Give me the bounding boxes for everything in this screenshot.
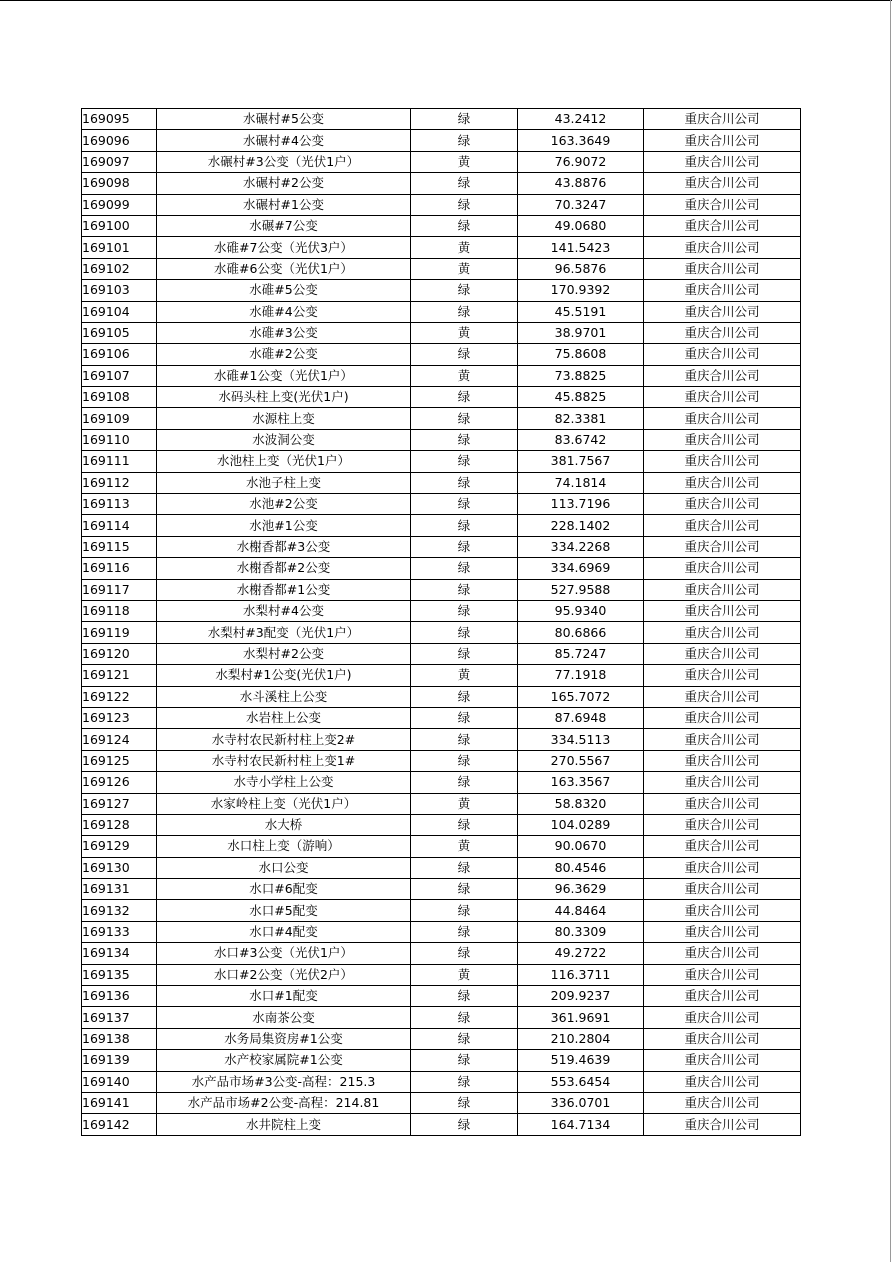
cell-value: 165.7072 [518, 686, 644, 707]
page-right-border [890, 0, 891, 1262]
table-row [82, 729, 801, 750]
cell-value: 116.3711 [518, 964, 644, 985]
cell-value: 553.6454 [518, 1071, 644, 1092]
cell-level: 黄 [411, 151, 518, 172]
cell-value: 70.3247 [518, 194, 644, 215]
cell-company: 重庆合川公司 [644, 622, 801, 643]
cell-name: 水梨村#2公变 [157, 643, 411, 664]
cell-value: 45.8825 [518, 387, 644, 408]
cell-company: 重庆合川公司 [644, 344, 801, 365]
cell-name: 水口柱上变（游响） [157, 836, 411, 857]
cell-value: 73.8825 [518, 365, 644, 386]
cell-company: 重庆合川公司 [644, 643, 801, 664]
cell-name: 水碓#7公变（光伏3户） [157, 237, 411, 258]
table-row [82, 793, 801, 814]
cell-company: 重庆合川公司 [644, 451, 801, 472]
cell-level: 黄 [411, 237, 518, 258]
cell-value: 58.8320 [518, 793, 644, 814]
table-row [82, 408, 801, 429]
table-row [82, 109, 801, 130]
table-row [82, 964, 801, 985]
table-row [82, 1050, 801, 1071]
cell-id: 169102 [82, 258, 157, 279]
cell-value: 80.4546 [518, 857, 644, 878]
cell-name: 水口#2公变（光伏2户） [157, 964, 411, 985]
cell-name: 水榭香都#1公变 [157, 579, 411, 600]
cell-id: 169132 [82, 900, 157, 921]
cell-company: 重庆合川公司 [644, 772, 801, 793]
table-row [82, 707, 801, 728]
cell-id: 169103 [82, 280, 157, 301]
cell-value: 43.2412 [518, 109, 644, 130]
page-top-border [0, 0, 892, 1]
cell-id: 169114 [82, 515, 157, 536]
cell-id: 169141 [82, 1092, 157, 1113]
cell-company: 重庆合川公司 [644, 686, 801, 707]
cell-level: 绿 [411, 879, 518, 900]
cell-id: 169130 [82, 857, 157, 878]
table-row [82, 1028, 801, 1049]
cell-id: 169098 [82, 173, 157, 194]
cell-value: 82.3381 [518, 408, 644, 429]
cell-value: 104.0289 [518, 814, 644, 835]
table-row [82, 814, 801, 835]
cell-id: 169104 [82, 301, 157, 322]
table-row [82, 536, 801, 557]
cell-name: 水池子柱上变 [157, 472, 411, 493]
cell-id: 169129 [82, 836, 157, 857]
cell-value: 381.7567 [518, 451, 644, 472]
cell-id: 169096 [82, 130, 157, 151]
cell-level: 绿 [411, 515, 518, 536]
cell-value: 141.5423 [518, 237, 644, 258]
cell-level: 绿 [411, 857, 518, 878]
cell-id: 169119 [82, 622, 157, 643]
cell-value: 49.2722 [518, 943, 644, 964]
cell-company: 重庆合川公司 [644, 986, 801, 1007]
cell-id: 169139 [82, 1050, 157, 1071]
cell-id: 169133 [82, 921, 157, 942]
cell-id: 169134 [82, 943, 157, 964]
cell-level: 绿 [411, 622, 518, 643]
cell-level: 绿 [411, 772, 518, 793]
cell-level: 黄 [411, 793, 518, 814]
cell-level: 绿 [411, 1028, 518, 1049]
cell-name: 水榭香都#2公变 [157, 558, 411, 579]
cell-level: 绿 [411, 600, 518, 621]
cell-company: 重庆合川公司 [644, 836, 801, 857]
table-row [82, 344, 801, 365]
cell-id: 169115 [82, 536, 157, 557]
cell-value: 76.9072 [518, 151, 644, 172]
cell-company: 重庆合川公司 [644, 1050, 801, 1071]
cell-id: 169113 [82, 494, 157, 515]
cell-name: 水碾村#4公变 [157, 130, 411, 151]
cell-id: 169128 [82, 814, 157, 835]
cell-id: 169101 [82, 237, 157, 258]
cell-company: 重庆合川公司 [644, 921, 801, 942]
cell-value: 170.9392 [518, 280, 644, 301]
table-row [82, 686, 801, 707]
cell-name: 水寺村农民新村柱上变2# [157, 729, 411, 750]
cell-name: 水源柱上变 [157, 408, 411, 429]
cell-level: 绿 [411, 280, 518, 301]
cell-company: 重庆合川公司 [644, 814, 801, 835]
cell-name: 水家岭柱上变（光伏1户） [157, 793, 411, 814]
table-row [82, 429, 801, 450]
table-row [82, 665, 801, 686]
cell-company: 重庆合川公司 [644, 536, 801, 557]
cell-level: 绿 [411, 344, 518, 365]
table-row [82, 750, 801, 771]
cell-company: 重庆合川公司 [644, 879, 801, 900]
cell-level: 绿 [411, 173, 518, 194]
cell-value: 113.7196 [518, 494, 644, 515]
cell-name: 水梨村#3配变（光伏1户） [157, 622, 411, 643]
cell-level: 绿 [411, 1092, 518, 1113]
cell-level: 黄 [411, 365, 518, 386]
cell-name: 水口#4配变 [157, 921, 411, 942]
cell-id: 169095 [82, 109, 157, 130]
table-row [82, 772, 801, 793]
cell-level: 绿 [411, 130, 518, 151]
cell-company: 重庆合川公司 [644, 408, 801, 429]
cell-value: 519.4639 [518, 1050, 644, 1071]
cell-company: 重庆合川公司 [644, 964, 801, 985]
cell-id: 169126 [82, 772, 157, 793]
cell-id: 169116 [82, 558, 157, 579]
cell-value: 210.2804 [518, 1028, 644, 1049]
table-row [82, 558, 801, 579]
cell-company: 重庆合川公司 [644, 579, 801, 600]
cell-name: 水寺小学柱上公变 [157, 772, 411, 793]
cell-id: 169122 [82, 686, 157, 707]
cell-id: 169099 [82, 194, 157, 215]
cell-level: 黄 [411, 258, 518, 279]
cell-level: 黄 [411, 836, 518, 857]
cell-company: 重庆合川公司 [644, 280, 801, 301]
cell-level: 绿 [411, 387, 518, 408]
cell-level: 绿 [411, 194, 518, 215]
cell-level: 绿 [411, 451, 518, 472]
cell-company: 重庆合川公司 [644, 857, 801, 878]
cell-level: 黄 [411, 665, 518, 686]
cell-level: 绿 [411, 1114, 518, 1135]
cell-id: 169109 [82, 408, 157, 429]
table-row [82, 857, 801, 878]
cell-value: 334.6969 [518, 558, 644, 579]
cell-value: 85.7247 [518, 643, 644, 664]
cell-name: 水梨村#4公变 [157, 600, 411, 621]
cell-company: 重庆合川公司 [644, 665, 801, 686]
table-row [82, 194, 801, 215]
cell-name: 水斗溪柱上公变 [157, 686, 411, 707]
cell-value: 49.0680 [518, 215, 644, 236]
cell-value: 209.9237 [518, 986, 644, 1007]
cell-company: 重庆合川公司 [644, 237, 801, 258]
cell-name: 水碾村#5公变 [157, 109, 411, 130]
cell-level: 绿 [411, 494, 518, 515]
cell-value: 334.5113 [518, 729, 644, 750]
cell-name: 水码头柱上变(光伏1户) [157, 387, 411, 408]
cell-name: 水岩柱上公变 [157, 707, 411, 728]
table-row [82, 900, 801, 921]
transformer-table [81, 108, 801, 1136]
cell-level: 绿 [411, 814, 518, 835]
table-row [82, 622, 801, 643]
cell-value: 80.6866 [518, 622, 644, 643]
table-row [82, 879, 801, 900]
table-body [82, 109, 801, 1136]
cell-company: 重庆合川公司 [644, 1092, 801, 1113]
cell-company: 重庆合川公司 [644, 750, 801, 771]
cell-id: 169131 [82, 879, 157, 900]
cell-name: 水碓#4公变 [157, 301, 411, 322]
table-row [82, 173, 801, 194]
cell-company: 重庆合川公司 [644, 729, 801, 750]
table-row [82, 600, 801, 621]
cell-company: 重庆合川公司 [644, 301, 801, 322]
cell-name: 水碓#1公变（光伏1户） [157, 365, 411, 386]
cell-name: 水寺村农民新村柱上变1# [157, 750, 411, 771]
cell-id: 169121 [82, 665, 157, 686]
table-row [82, 986, 801, 1007]
cell-value: 96.3629 [518, 879, 644, 900]
cell-level: 绿 [411, 900, 518, 921]
cell-id: 169123 [82, 707, 157, 728]
cell-id: 169112 [82, 472, 157, 493]
cell-name: 水产品市场#2公变-高程：214.81 [157, 1092, 411, 1113]
cell-company: 重庆合川公司 [644, 429, 801, 450]
cell-company: 重庆合川公司 [644, 151, 801, 172]
cell-id: 169106 [82, 344, 157, 365]
cell-value: 75.8608 [518, 344, 644, 365]
cell-company: 重庆合川公司 [644, 387, 801, 408]
cell-id: 169142 [82, 1114, 157, 1135]
cell-name: 水碓#2公变 [157, 344, 411, 365]
cell-company: 重庆合川公司 [644, 900, 801, 921]
cell-value: 163.3567 [518, 772, 644, 793]
cell-value: 90.0670 [518, 836, 644, 857]
cell-value: 80.3309 [518, 921, 644, 942]
cell-value: 87.6948 [518, 707, 644, 728]
cell-company: 重庆合川公司 [644, 109, 801, 130]
cell-company: 重庆合川公司 [644, 515, 801, 536]
cell-value: 74.1814 [518, 472, 644, 493]
cell-level: 绿 [411, 536, 518, 557]
table-row [82, 451, 801, 472]
cell-value: 95.9340 [518, 600, 644, 621]
cell-company: 重庆合川公司 [644, 215, 801, 236]
cell-company: 重庆合川公司 [644, 365, 801, 386]
cell-company: 重庆合川公司 [644, 130, 801, 151]
cell-company: 重庆合川公司 [644, 1007, 801, 1028]
table-row [82, 836, 801, 857]
cell-level: 绿 [411, 1007, 518, 1028]
cell-name: 水碾村#1公变 [157, 194, 411, 215]
cell-id: 169108 [82, 387, 157, 408]
cell-id: 169110 [82, 429, 157, 450]
cell-value: 43.8876 [518, 173, 644, 194]
cell-name: 水碾村#2公变 [157, 173, 411, 194]
cell-name: 水南茶公变 [157, 1007, 411, 1028]
cell-name: 水池柱上变（光伏1户） [157, 451, 411, 472]
cell-name: 水碾#7公变 [157, 215, 411, 236]
cell-name: 水井院柱上变 [157, 1114, 411, 1135]
cell-level: 绿 [411, 707, 518, 728]
cell-name: 水口公变 [157, 857, 411, 878]
cell-value: 38.9701 [518, 322, 644, 343]
table-row [82, 643, 801, 664]
cell-company: 重庆合川公司 [644, 943, 801, 964]
cell-level: 绿 [411, 750, 518, 771]
cell-id: 169136 [82, 986, 157, 1007]
cell-company: 重庆合川公司 [644, 472, 801, 493]
cell-id: 169117 [82, 579, 157, 600]
cell-company: 重庆合川公司 [644, 1071, 801, 1092]
cell-name: 水波洞公变 [157, 429, 411, 450]
cell-name: 水池#1公变 [157, 515, 411, 536]
cell-value: 83.6742 [518, 429, 644, 450]
cell-level: 绿 [411, 1050, 518, 1071]
cell-id: 169100 [82, 215, 157, 236]
cell-company: 重庆合川公司 [644, 258, 801, 279]
table-row [82, 130, 801, 151]
cell-company: 重庆合川公司 [644, 793, 801, 814]
cell-level: 黄 [411, 964, 518, 985]
table-row [82, 301, 801, 322]
table-row [82, 280, 801, 301]
table-row [82, 943, 801, 964]
cell-level: 绿 [411, 408, 518, 429]
table-row [82, 494, 801, 515]
cell-name: 水口#6配变 [157, 879, 411, 900]
table-row [82, 1007, 801, 1028]
cell-level: 绿 [411, 986, 518, 1007]
cell-name: 水榭香都#3公变 [157, 536, 411, 557]
table-row [82, 151, 801, 172]
table-row [82, 515, 801, 536]
cell-company: 重庆合川公司 [644, 194, 801, 215]
cell-company: 重庆合川公司 [644, 707, 801, 728]
cell-value: 527.9588 [518, 579, 644, 600]
cell-value: 45.5191 [518, 301, 644, 322]
cell-name: 水务局集资房#1公变 [157, 1028, 411, 1049]
cell-company: 重庆合川公司 [644, 173, 801, 194]
table-row [82, 322, 801, 343]
table-row [82, 1071, 801, 1092]
cell-id: 169111 [82, 451, 157, 472]
table-row [82, 387, 801, 408]
cell-value: 336.0701 [518, 1092, 644, 1113]
cell-name: 水碓#3公变 [157, 322, 411, 343]
cell-name: 水池#2公变 [157, 494, 411, 515]
table-row [82, 1092, 801, 1113]
cell-level: 绿 [411, 109, 518, 130]
cell-id: 169135 [82, 964, 157, 985]
cell-value: 361.9691 [518, 1007, 644, 1028]
cell-name: 水碓#6公变（光伏1户） [157, 258, 411, 279]
cell-name: 水产校家属院#1公变 [157, 1050, 411, 1071]
cell-name: 水大桥 [157, 814, 411, 835]
cell-value: 163.3649 [518, 130, 644, 151]
table-row [82, 472, 801, 493]
cell-id: 169105 [82, 322, 157, 343]
table-row [82, 215, 801, 236]
cell-level: 绿 [411, 729, 518, 750]
cell-company: 重庆合川公司 [644, 494, 801, 515]
cell-id: 169107 [82, 365, 157, 386]
cell-level: 绿 [411, 301, 518, 322]
cell-value: 164.7134 [518, 1114, 644, 1135]
cell-id: 169125 [82, 750, 157, 771]
cell-level: 绿 [411, 579, 518, 600]
cell-level: 绿 [411, 943, 518, 964]
cell-company: 重庆合川公司 [644, 1114, 801, 1135]
cell-name: 水碓#5公变 [157, 280, 411, 301]
table-row [82, 921, 801, 942]
cell-id: 169127 [82, 793, 157, 814]
cell-value: 228.1402 [518, 515, 644, 536]
cell-level: 绿 [411, 429, 518, 450]
cell-value: 270.5567 [518, 750, 644, 771]
cell-company: 重庆合川公司 [644, 322, 801, 343]
cell-level: 绿 [411, 472, 518, 493]
cell-level: 绿 [411, 1071, 518, 1092]
cell-name: 水产品市场#3公变-高程：215.3 [157, 1071, 411, 1092]
cell-value: 77.1918 [518, 665, 644, 686]
table-row [82, 237, 801, 258]
cell-id: 169097 [82, 151, 157, 172]
cell-name: 水碾村#3公变（光伏1户） [157, 151, 411, 172]
cell-level: 绿 [411, 558, 518, 579]
cell-name: 水口#3公变（光伏1户） [157, 943, 411, 964]
cell-value: 96.5876 [518, 258, 644, 279]
cell-name: 水口#1配变 [157, 986, 411, 1007]
table-row [82, 258, 801, 279]
table-row [82, 365, 801, 386]
cell-level: 绿 [411, 686, 518, 707]
table-row [82, 1114, 801, 1135]
cell-name: 水口#5配变 [157, 900, 411, 921]
table-row [82, 579, 801, 600]
cell-value: 334.2268 [518, 536, 644, 557]
cell-id: 169118 [82, 600, 157, 621]
cell-value: 44.8464 [518, 900, 644, 921]
cell-company: 重庆合川公司 [644, 600, 801, 621]
cell-company: 重庆合川公司 [644, 558, 801, 579]
cell-id: 169124 [82, 729, 157, 750]
cell-level: 绿 [411, 215, 518, 236]
cell-company: 重庆合川公司 [644, 1028, 801, 1049]
cell-id: 169140 [82, 1071, 157, 1092]
cell-id: 169120 [82, 643, 157, 664]
cell-id: 169137 [82, 1007, 157, 1028]
cell-name: 水梨村#1公变(光伏1户) [157, 665, 411, 686]
cell-level: 绿 [411, 921, 518, 942]
cell-level: 绿 [411, 643, 518, 664]
cell-level: 黄 [411, 322, 518, 343]
cell-id: 169138 [82, 1028, 157, 1049]
